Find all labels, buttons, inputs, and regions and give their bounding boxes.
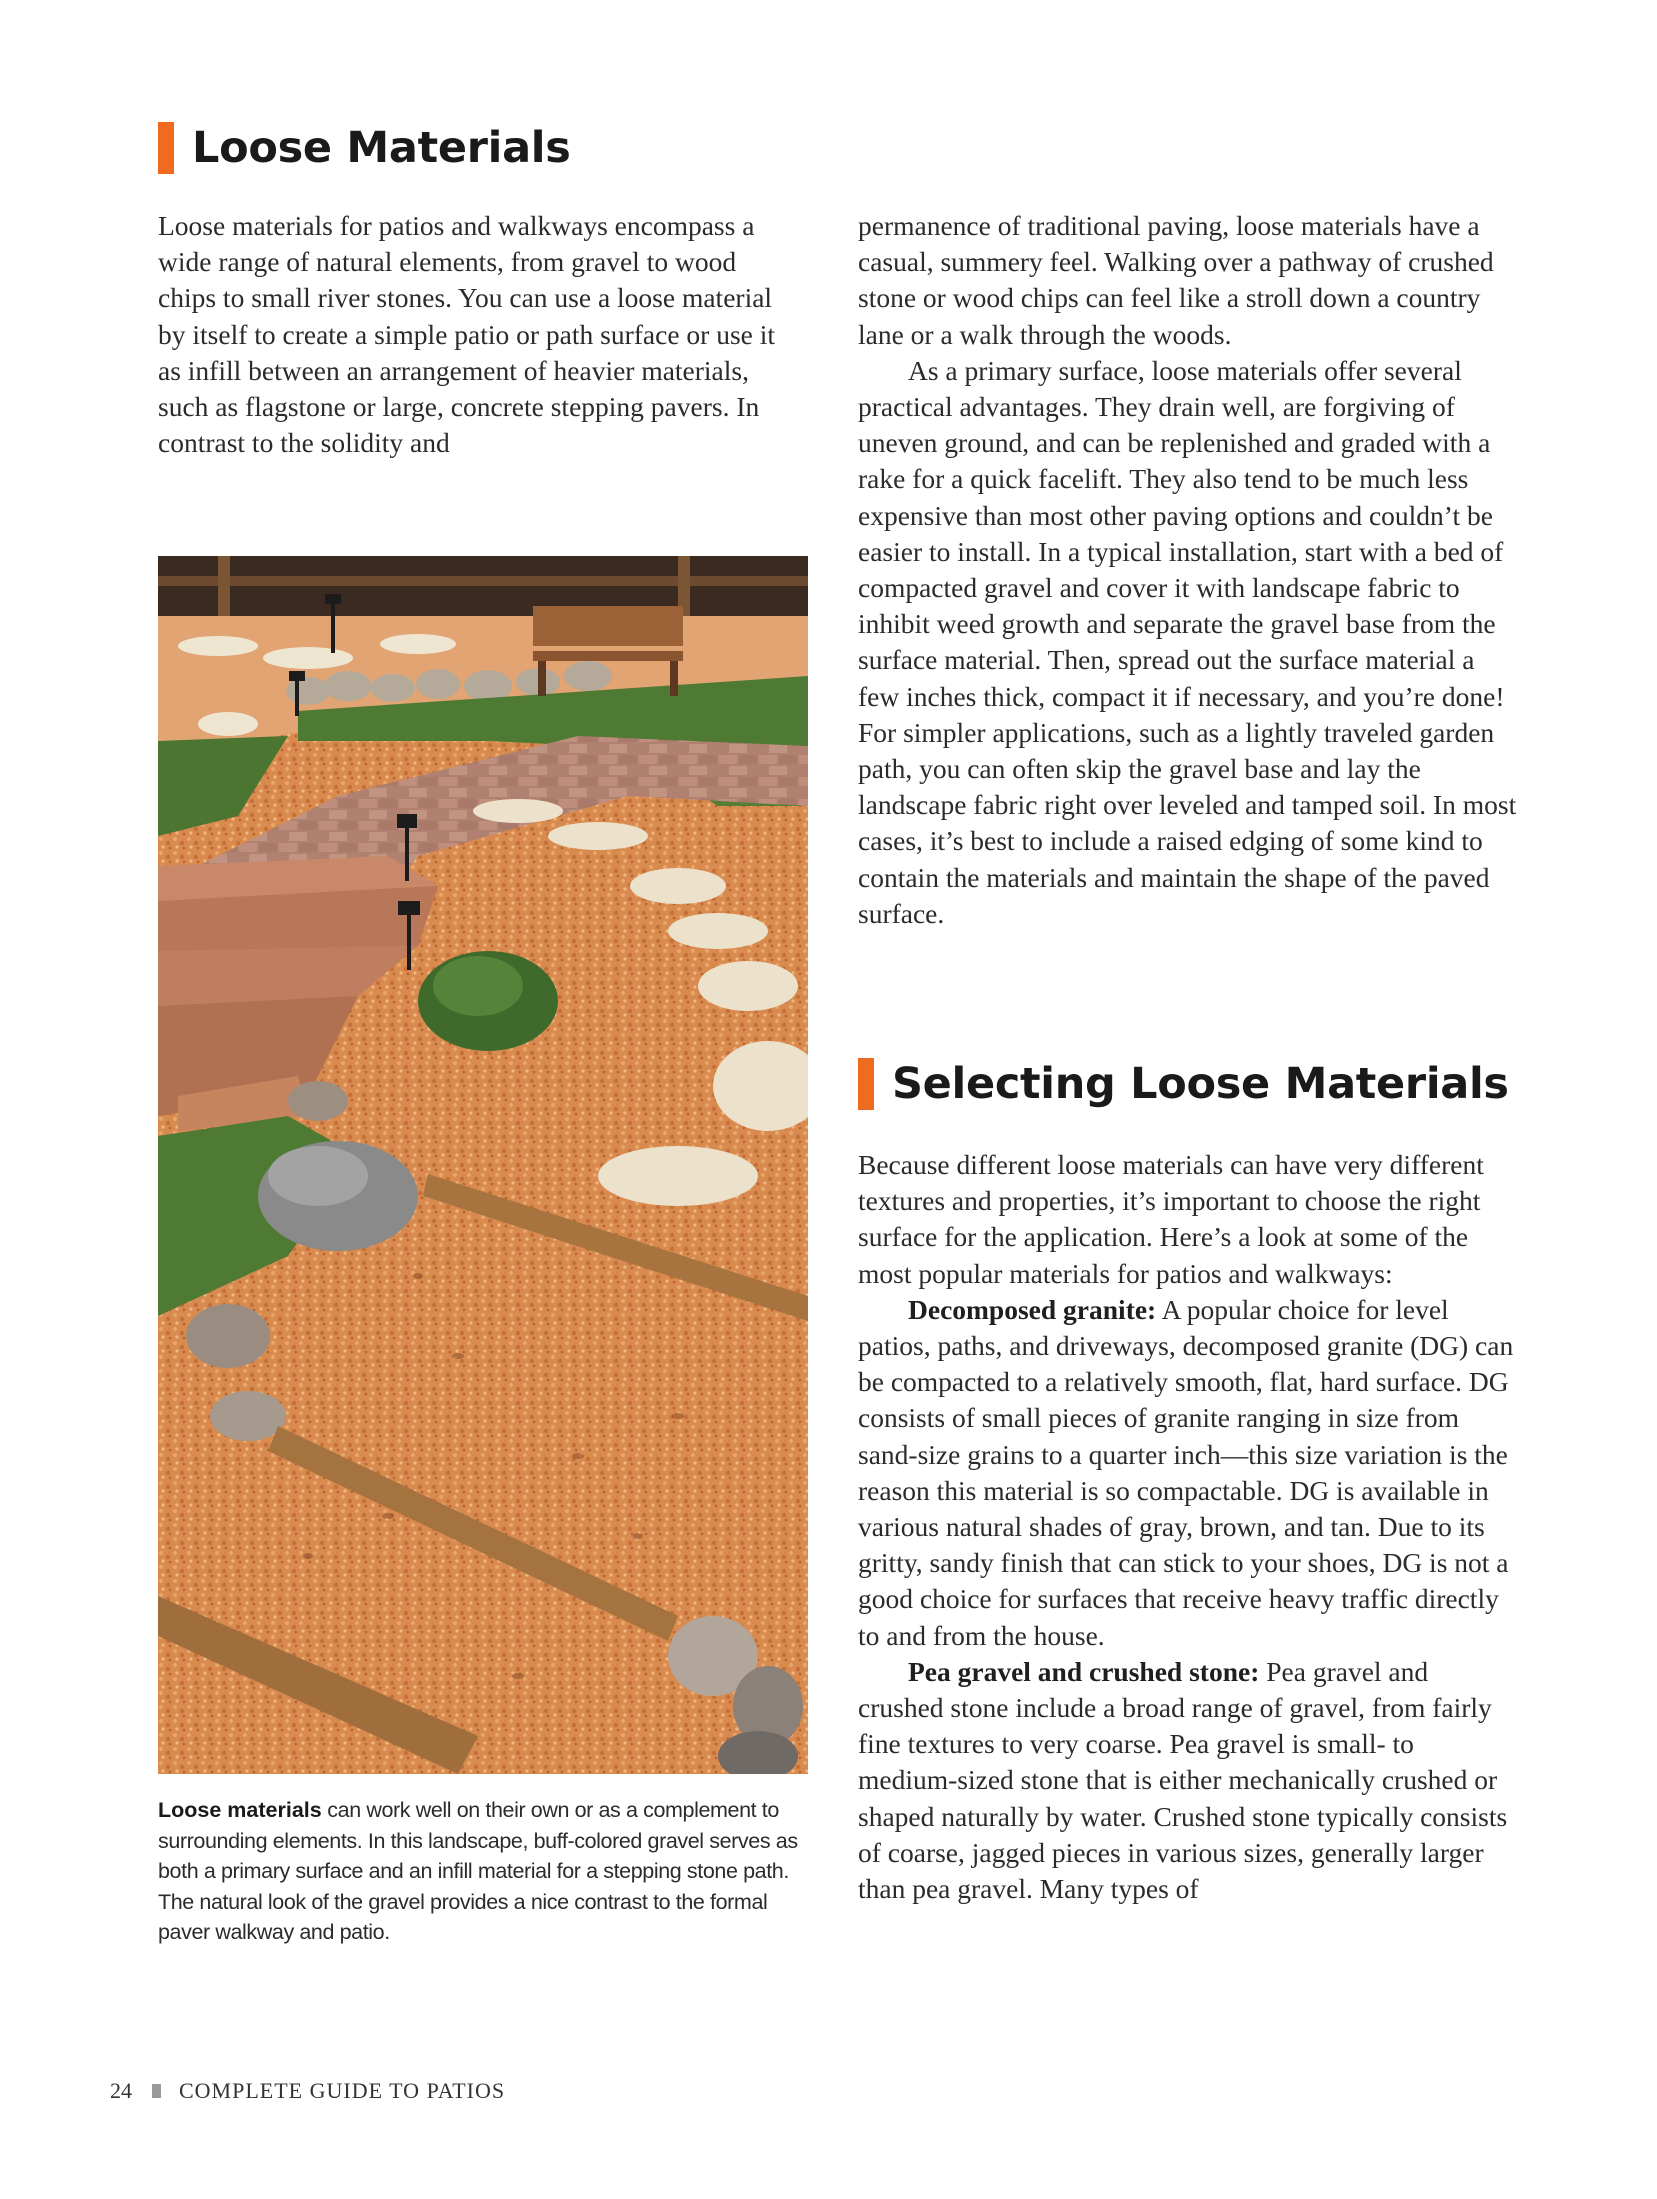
caption-lead: Loose materials <box>158 1798 322 1822</box>
paragraph-pea-gravel <box>858 1654 1518 1907</box>
caption-text: can work well on their own or as a complement to surrounding elements. In this landscape, buff-colored gravel serves as both a primary surface and an infill material for a stepping stone path. The natural look of the gravel provides a nice contrast to the formal paver walkway and patio. <box>158 1798 798 1945</box>
term-description: A popular choice for level patios, paths, and driveways, decomposed granite (DG) can be compacted to a relatively smooth, flat, hard surface. DG consists of small pieces of granite ranging in size from sand-size grains to a quarter inch—this size variation is the reason this material is so compactable. DG is available in various natural shades of gray, brown, and tan. Due to its gritty, sandy finish that can stick to your shoes, DG is not a good choice for surfaces that receive heavy traffic directly to and from the house. <box>858 1293 1514 1651</box>
page-number: 24 <box>110 2078 132 2103</box>
paragraph: Loose materials for patios and walkways encompass a wide range of natural elements, from gravel to wood chips to small river stones. You can use a loose material by itself to create a simple patio or path surface or use it as infill between an arrangement of heavier materials, such as flagstone or large, concrete stepping pavers. In contrast to the solidity and <box>158 210 776 459</box>
section-heading-loose-materials <box>158 122 571 174</box>
left-column-text <box>158 208 798 461</box>
footer-square-icon <box>152 2084 161 2098</box>
heading-text: Loose Materials <box>192 123 571 173</box>
book-title: COMPLETE GUIDE TO PATIOS <box>179 2078 506 2103</box>
paragraph: As a primary surface, loose materials offer several practical advantages. They drain well, are forgiving of uneven ground, and can be replenished and graded with a rake for a quick facelift. They also tend to be much less expensive than most other paving options and couldn’t be easier to install. In a typical installation, start with a bed of compacted gravel and cover it with landscape fabric to inhibit weed growth and separate the gravel base from the surface material. Then, spread out the surface material a few inches thick, compact it if necessary, and you’re done! For simpler applications, such as a lightly traveled garden path, you can often skip the gravel base and lay the landscape fabric right over leveled and tamped soil. In most cases, it’s best to include a raised edging of some kind to contain the materials and maintain the shape of the paved surface. <box>858 354 1517 929</box>
heading-text: Selecting Loose Materials <box>892 1059 1509 1109</box>
right-column-text-top <box>858 208 1518 932</box>
paragraph: permanence of traditional paving, loose materials have a casual, summery feel. Walking over a pathway of crushed stone or wood chips can feel like a stroll down a country lane or a walk through the woods. <box>858 210 1494 350</box>
paragraph: Because different loose materials can have very different textures and properties, it’s important to choose the right surface for the application. Here’s a look at some of the most popular materials for patios and walkways: <box>858 1149 1484 1289</box>
right-column-text-bottom <box>858 1147 1518 1907</box>
heading-accent-bar <box>858 1058 874 1110</box>
term-description: Pea gravel and crushed stone include a broad range of gravel, from fairly fine textures to very coarse. Pea gravel is small- to medium-sized stone that is either mechanically crushed or shaped naturally by water. Crushed stone typically consists of coarse, jagged pieces in various sizes, generally larger than pea gravel. Many types of <box>858 1655 1508 1905</box>
paragraph-decomposed-granite <box>858 1292 1518 1654</box>
landscape-photo <box>158 556 808 1774</box>
term-pea-gravel: Pea gravel and crushed stone: <box>908 1655 1260 1687</box>
page-footer <box>110 2078 505 2104</box>
heading-accent-bar <box>158 122 174 174</box>
term-decomposed-granite: Decomposed granite: <box>908 1293 1157 1325</box>
photo-caption <box>158 1795 808 1948</box>
section-heading-selecting-loose-materials <box>858 1058 1509 1110</box>
